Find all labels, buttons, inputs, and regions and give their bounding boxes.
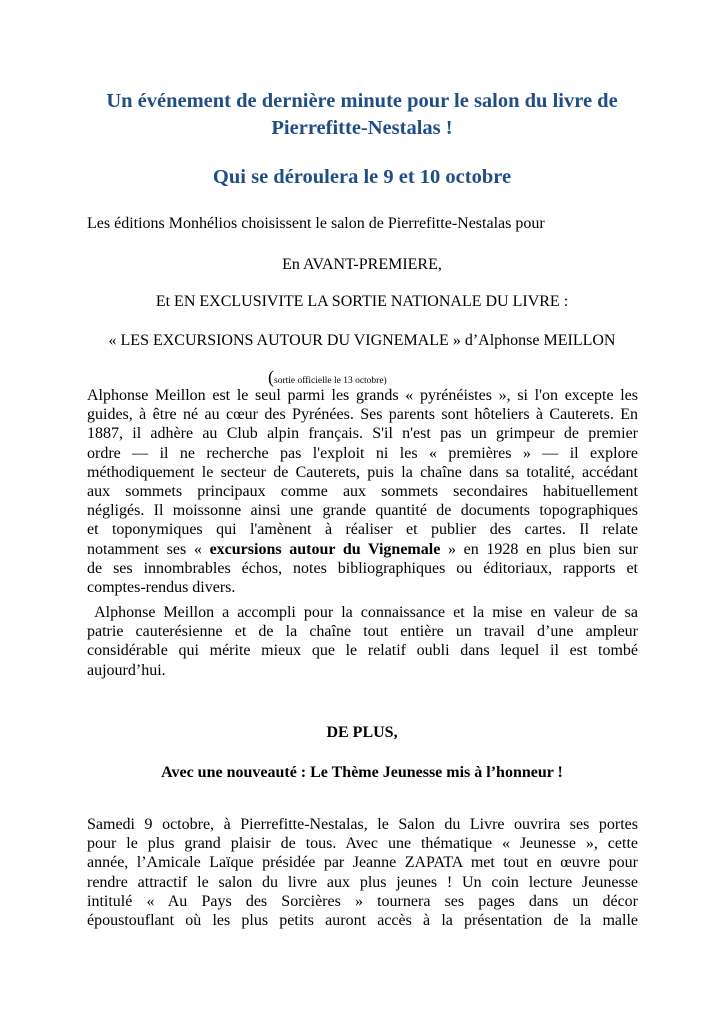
- title-line-1: Un événement de dernière minute pour le salon du livre de: [106, 90, 618, 112]
- bio-paragraph-2: [87, 603, 638, 680]
- closing-line: rendre attractif le salon du livre aux plus jeunes ! Un coin lecture Jeunesse: [87, 873, 638, 891]
- title-line-2: Pierrefitte-Nestalas !: [271, 117, 453, 139]
- bio-line: de ses innombrables échos, notes bibliographiques ou éditoriaux, rapports et: [87, 559, 638, 577]
- page-title: [70, 88, 654, 142]
- closing-line: intitulé « Au Pays des Sorcières » tournera ses pages dans un décor: [87, 892, 638, 910]
- intro-line-3: Et EN EXCLUSIVITE LA SORTIE NATIONALE DU LIVRE :: [155, 293, 569, 310]
- page-subtitle: Qui se déroulera le 9 et 10 octobre: [212, 166, 512, 188]
- bio-line-part: notamment ses «: [87, 540, 210, 558]
- bio-line: négligés. Il moissonne ainsi une grande quantité de documents topographiques: [87, 502, 638, 520]
- bio-line: comptes-rendus divers.: [87, 579, 236, 597]
- closing-paragraph: [87, 815, 638, 930]
- intro-line-2: En AVANT-PREMIERE,: [282, 256, 442, 273]
- intro-line-4: « LES EXCURSIONS AUTOUR DU VIGNEMALE » d’Alphonse MEILLON: [108, 332, 616, 349]
- closing-line: pour le plus grand plaisir de tous. Avec une thématique « Jeunesse », cette: [87, 835, 638, 853]
- bio-line: guides, à être né au cœur des Pyrénées. Ses parents sont hôteliers à Cauterets. En: [87, 406, 638, 424]
- bio-line: ordre — il ne recherche pas l'exploit ni les « premières » — il explore: [87, 444, 638, 462]
- bio-line: et toponymiques qui l'amènent à réaliser et publier des cartes. Il relate: [87, 521, 638, 539]
- closing-line: Samedi 9 octobre, à Pierrefitte-Nestalas, le Salon du Livre ouvrira ses portes: [87, 816, 638, 833]
- bio-line-part: » en 1928 en plus bien sur: [440, 540, 638, 558]
- section-subheading: Avec une nouveauté : Le Thème Jeunesse mis à l’honneur !: [161, 764, 563, 781]
- closing-line: année, l’Amicale Laïque présidée par Jeanne ZAPATA met tout en œuvre pour: [87, 854, 638, 872]
- closing-line: époustouflant où les plus petits auront accès à la présentation de la malle: [87, 912, 638, 930]
- release-note-paren: (: [268, 367, 274, 387]
- release-note-text: sortie officielle le 13 octobre): [274, 376, 387, 386]
- bio-line: Alphonse Meillon est le seul parmi les grands « pyrénéistes », si l'on excepte les: [87, 387, 638, 404]
- bio-line: méthodiquement le secteur de Cauterets, puis la chaîne dans sa totalité, accédant: [87, 463, 638, 481]
- bio2-line: patrie cauterésienne et de la chaîne tout entière un travail d’une ampleur: [87, 623, 638, 641]
- section-heading: DE PLUS,: [326, 724, 398, 741]
- book-title-bold: excursions autour du Vignemale: [209, 540, 441, 558]
- bio-paragraph: [87, 386, 638, 597]
- bio2-line: Alphonse Meillon a accompli pour la connaissance et la mise en valeur de sa: [87, 604, 638, 621]
- bio-line-emphasis: [87, 540, 638, 559]
- bio2-line: aujourd’hui.: [87, 661, 166, 679]
- bio-line: aux sommets principaux comme aux sommets secondaires habituellement: [87, 483, 638, 501]
- bio2-line: considérable qui mérite mieux que le relatif oubli dans lequel il est tombé: [87, 642, 638, 660]
- bio-line: 1887, il adhère au Club alpin français. S'il n'est pas un grimpeur de premier: [87, 425, 638, 443]
- intro-line-1: Les éditions Monhélios choisissent le salon de Pierrefitte-Nestalas pour: [87, 215, 545, 232]
